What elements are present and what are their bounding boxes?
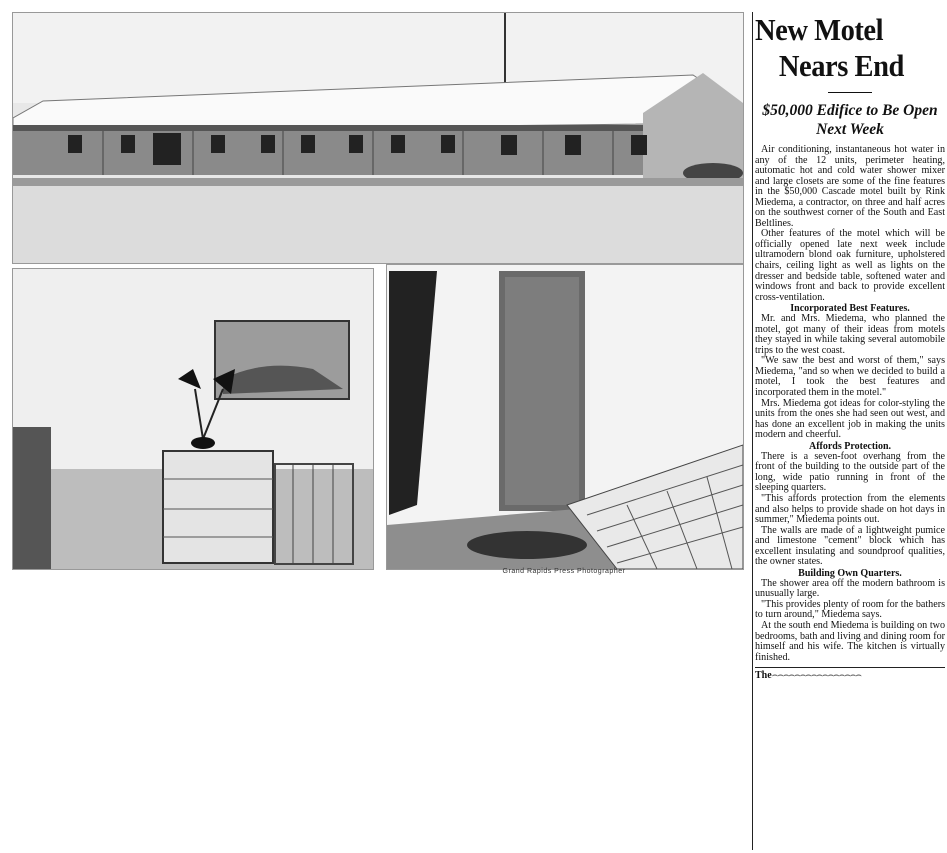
- article-paragraph: At the south end Miedema is building on two bedrooms, bath and living and dining room for himself and his wife. The kitchen is virtually finished.: [755, 619, 945, 663]
- motel-exterior-photo: [12, 12, 744, 264]
- article-paragraph: The walls are made of a lightweight pumice and limestone "cement" block which has excellent insulating and soundproof qualities, the owner states.: [755, 524, 945, 568]
- article-paragraph: "We saw the best and worst of them," says Miedema, "and so when we decided to build a motel, I took the best features and incorporated them in the motel.": [755, 355, 945, 399]
- section-heading: Building Own Quarters.: [798, 567, 902, 579]
- headline-line-1: New Motel: [755, 12, 884, 47]
- headline-line-2: Nears End: [778, 48, 904, 83]
- subheadline: $50,000 Edifice to Be Open Next Week: [762, 102, 938, 138]
- photo-credit: Grand Rapids Press Photographer: [502, 568, 626, 575]
- continuation-teaser: [755, 667, 945, 681]
- article-column: [755, 12, 945, 850]
- article-paragraph: "This affords protection from the elements and also helps to provide shade on hot days in summer," Miedema points out.: [755, 492, 945, 526]
- article-paragraph: "This provides plenty of room for the bathers to turn around," Miedema says.: [755, 598, 945, 621]
- article-paragraph: Mrs. Miedema got ideas for color-styling the units from the ones she had seen out west, and has done an excellent job in making the units modern and cheerful.: [755, 397, 945, 441]
- motel-room-bed-photo: [386, 264, 744, 570]
- tear-edge: ⌢⌢⌢⌢⌢⌢⌢⌢⌢⌢⌢⌢⌢⌢⌢⌢: [771, 670, 861, 682]
- article-paragraph: Air conditioning, instantaneous hot water in any of the 12 units, perimeter heating, automatic hot and cold water shower mixer and large closets are some of the fine features in the $50,000 Cascade motel built by Rink Miedema, a contractor, on three and half acres on the southwest corner of the South and East Beltlines.: [755, 144, 945, 229]
- motel-room-interior-photo: [12, 268, 374, 570]
- article-paragraph: Other features of the motel which will be officially opened late next week include ultramodern blond oak furniture, upholstered chairs, ceiling light as well as lights on the dresser and bedside table, softened water and windows front and back to provide excellent cross-ventilation.: [755, 228, 945, 303]
- article-paragraph: Mr. and Mrs. Miedema, who planned the motel, got many of their ideas from motels they stayed in while taking several automobile trips to the west coast.: [755, 313, 945, 356]
- section-heading: Incorporated Best Features.: [790, 303, 910, 315]
- headline: [755, 12, 930, 84]
- section-heading: Affords Protection.: [808, 440, 892, 452]
- column-rule: [752, 12, 753, 850]
- article-paragraph: The shower area off the modern bathroom is unusually large.: [755, 577, 945, 600]
- headline-divider: [828, 92, 872, 93]
- teaser-word: The: [755, 670, 772, 682]
- article-paragraph: There is a seven-foot overhang from the front of the building to the outside part of the long, wide patio running in front of the sleeping quarters.: [755, 450, 945, 494]
